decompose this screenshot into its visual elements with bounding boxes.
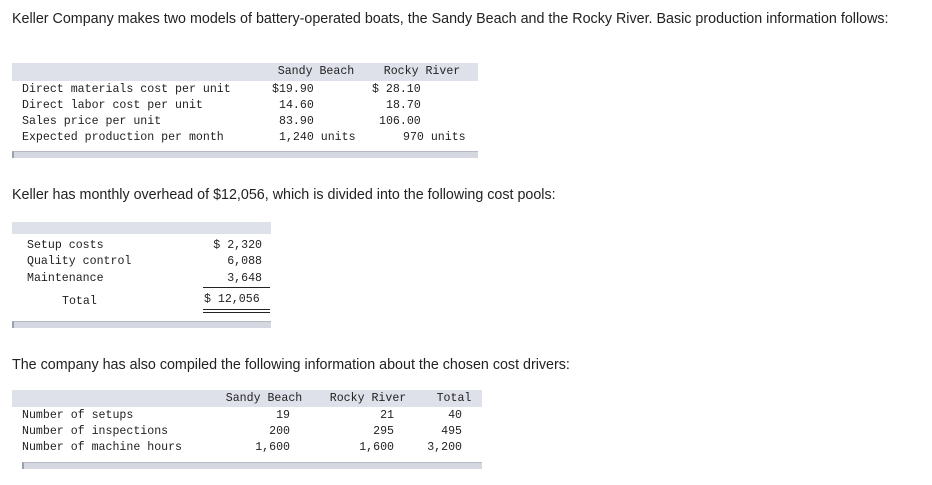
total-double-underline-1 <box>203 309 270 310</box>
driver-label: Number of machine hours <box>22 441 183 454</box>
driver-sandy-value: 19 <box>276 409 290 422</box>
row-label: Sales price per unit <box>22 115 162 128</box>
header-rocky-river: Rocky River <box>383 65 461 78</box>
driver-label: Number of setups <box>22 409 134 422</box>
pool-label: Maintenance <box>27 272 104 285</box>
subtotal-underline <box>203 287 270 288</box>
row-rocky-value: $ 28.10 <box>372 83 421 96</box>
row-sandy-value: $19.90 <box>272 83 314 96</box>
overhead-paragraph: Keller has monthly overhead of $12,056, which is divided into the following cost pools: <box>12 187 556 203</box>
total-double-underline-2 <box>203 312 270 313</box>
pool-label: Quality control <box>27 255 132 268</box>
total-label: Total <box>62 295 97 308</box>
driver-total-value: 495 <box>441 425 462 438</box>
pool-label: Setup costs <box>27 239 104 252</box>
row-label: Direct materials cost per unit <box>22 83 231 96</box>
row-rocky-value: 106.00 <box>379 115 421 128</box>
row-sandy-value: 83.90 <box>279 115 314 128</box>
pool-value: $ 2,320 <box>213 239 262 252</box>
driver-total-value: 3,200 <box>427 441 462 454</box>
pool-value: 3,648 <box>227 272 262 285</box>
row-sandy-value: 14.60 <box>279 99 314 112</box>
driver-sandy-value: 1,600 <box>255 441 290 454</box>
total-value: $ 12,056 <box>204 293 260 306</box>
driver-label: Number of inspections <box>22 425 169 438</box>
drivers-table-footer <box>22 462 482 469</box>
header-rocky-river: Rocky River <box>329 392 407 405</box>
intro-paragraph: Keller Company makes two models of battery-operated boats, the Sandy Beach and the Rocky River. Basic production information follows: <box>12 11 889 27</box>
row-rocky-value: 18.70 <box>386 99 421 112</box>
driver-total-value: 40 <box>448 409 462 422</box>
driver-rocky-value: 295 <box>373 425 394 438</box>
header-total: Total <box>436 392 472 405</box>
row-sandy-value: 1,240 units <box>279 131 356 144</box>
driver-rocky-value: 21 <box>380 409 394 422</box>
production-table-footer <box>12 151 478 158</box>
row-label: Direct labor cost per unit <box>22 99 203 112</box>
row-label: Expected production per month <box>22 131 224 144</box>
pool-value: 6,088 <box>227 255 262 268</box>
row-rocky-value: 970 units <box>403 131 466 144</box>
header-sandy-beach: Sandy Beach <box>277 65 355 78</box>
driver-sandy-value: 200 <box>269 425 290 438</box>
overhead-table-header-bg <box>12 222 271 234</box>
header-sandy-beach: Sandy Beach <box>225 392 303 405</box>
overhead-table-footer <box>12 321 271 328</box>
drivers-paragraph: The company has also compiled the following information about the chosen cost drivers: <box>12 357 570 373</box>
driver-rocky-value: 1,600 <box>359 441 394 454</box>
